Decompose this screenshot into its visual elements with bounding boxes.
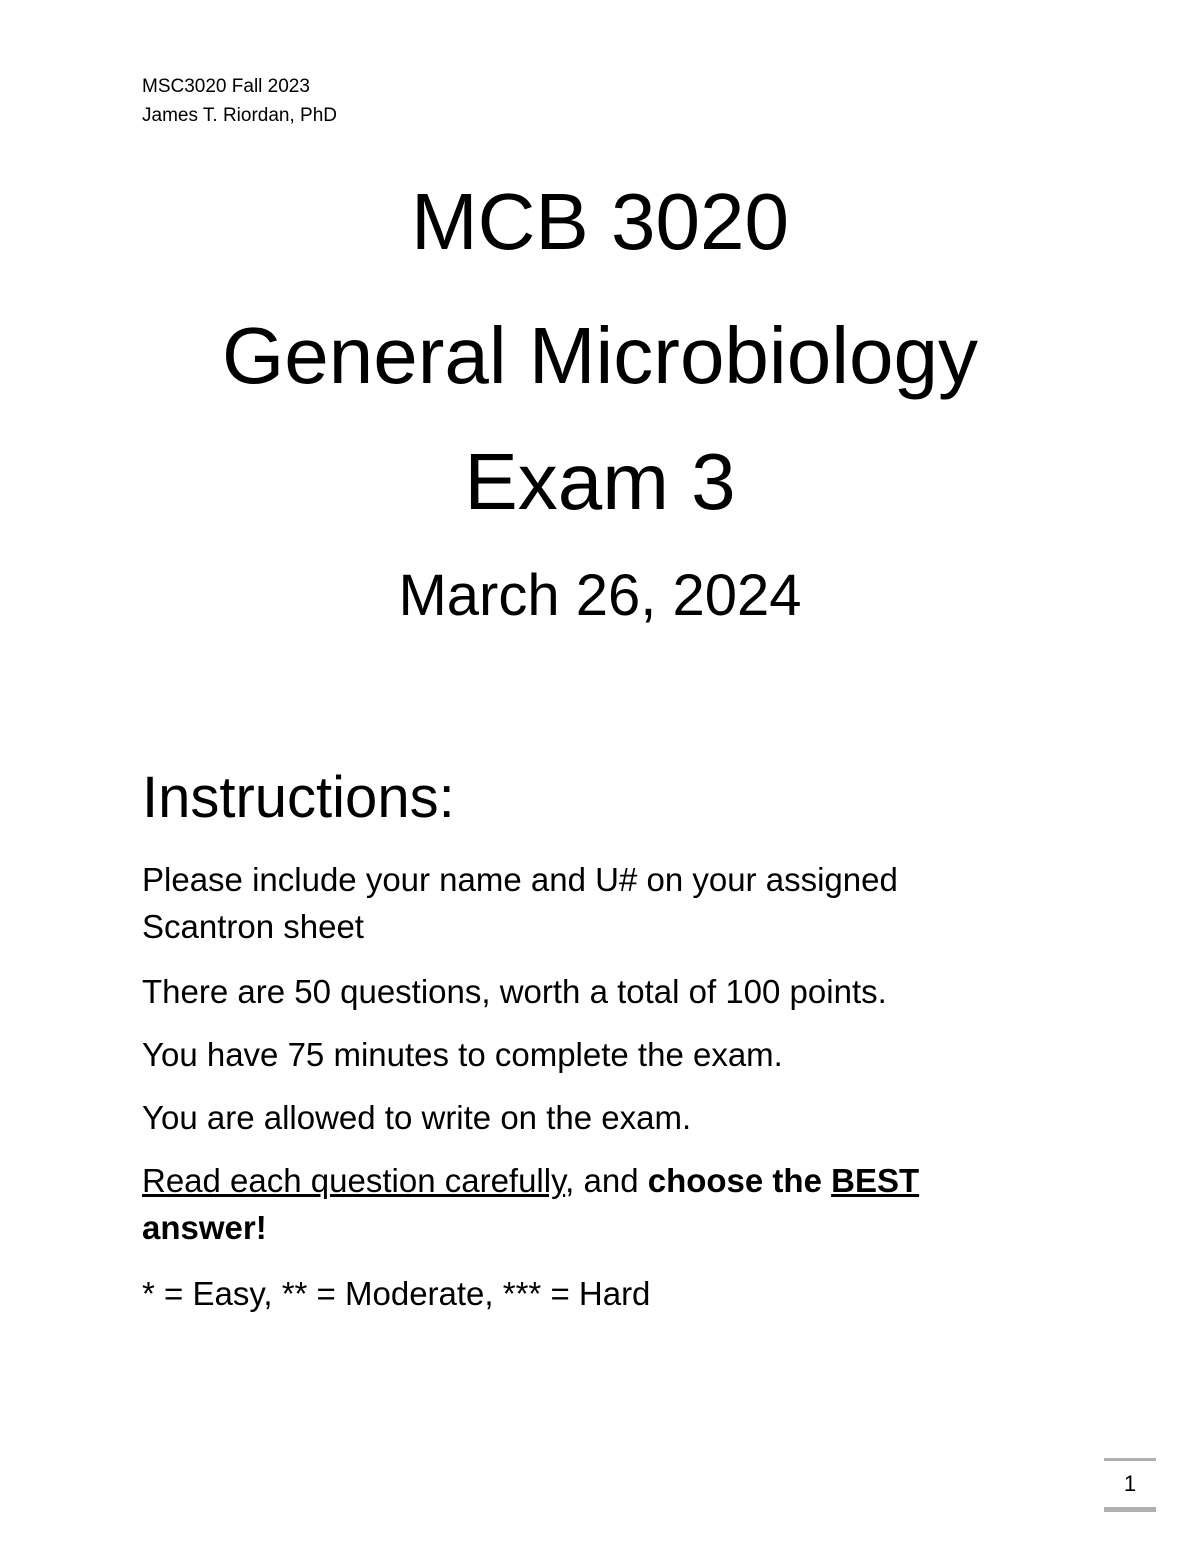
course-name: General Microbiology [222,311,978,400]
choose-the-text: choose the [647,1162,832,1199]
page-number: 1 [1104,1458,1156,1512]
instruction-question-count: There are 50 questions, worth a total of 100 points. [142,973,887,1010]
instruction-time-limit: You have 75 minutes to complete the exam. [142,1036,783,1073]
page-header [142,72,337,130]
read-carefully-text: Read each question carefully [142,1162,566,1199]
and-text: , and [565,1162,648,1199]
instruction-writing-allowed: You are allowed to write on the exam. [142,1099,692,1136]
instructor-name: James T. Riordan, PhD [142,105,338,126]
instruction-name-scantron: Please include your name and U# on your assigned Scantron sheet [142,861,898,945]
answer-text: answer! [142,1209,267,1246]
exam-title: Exam 3 [464,437,736,526]
instruction-read-carefully [142,1157,1002,1251]
difficulty-legend: * = Easy, ** = Moderate, *** = Hard [142,1275,651,1312]
course-term: MSC3020 Fall 2023 [142,76,310,97]
exam-date: March 26, 2024 [398,563,802,628]
best-text: BEST [831,1162,920,1199]
course-code: MCB 3020 [411,177,789,266]
instructions-heading: Instructions: [142,765,455,830]
